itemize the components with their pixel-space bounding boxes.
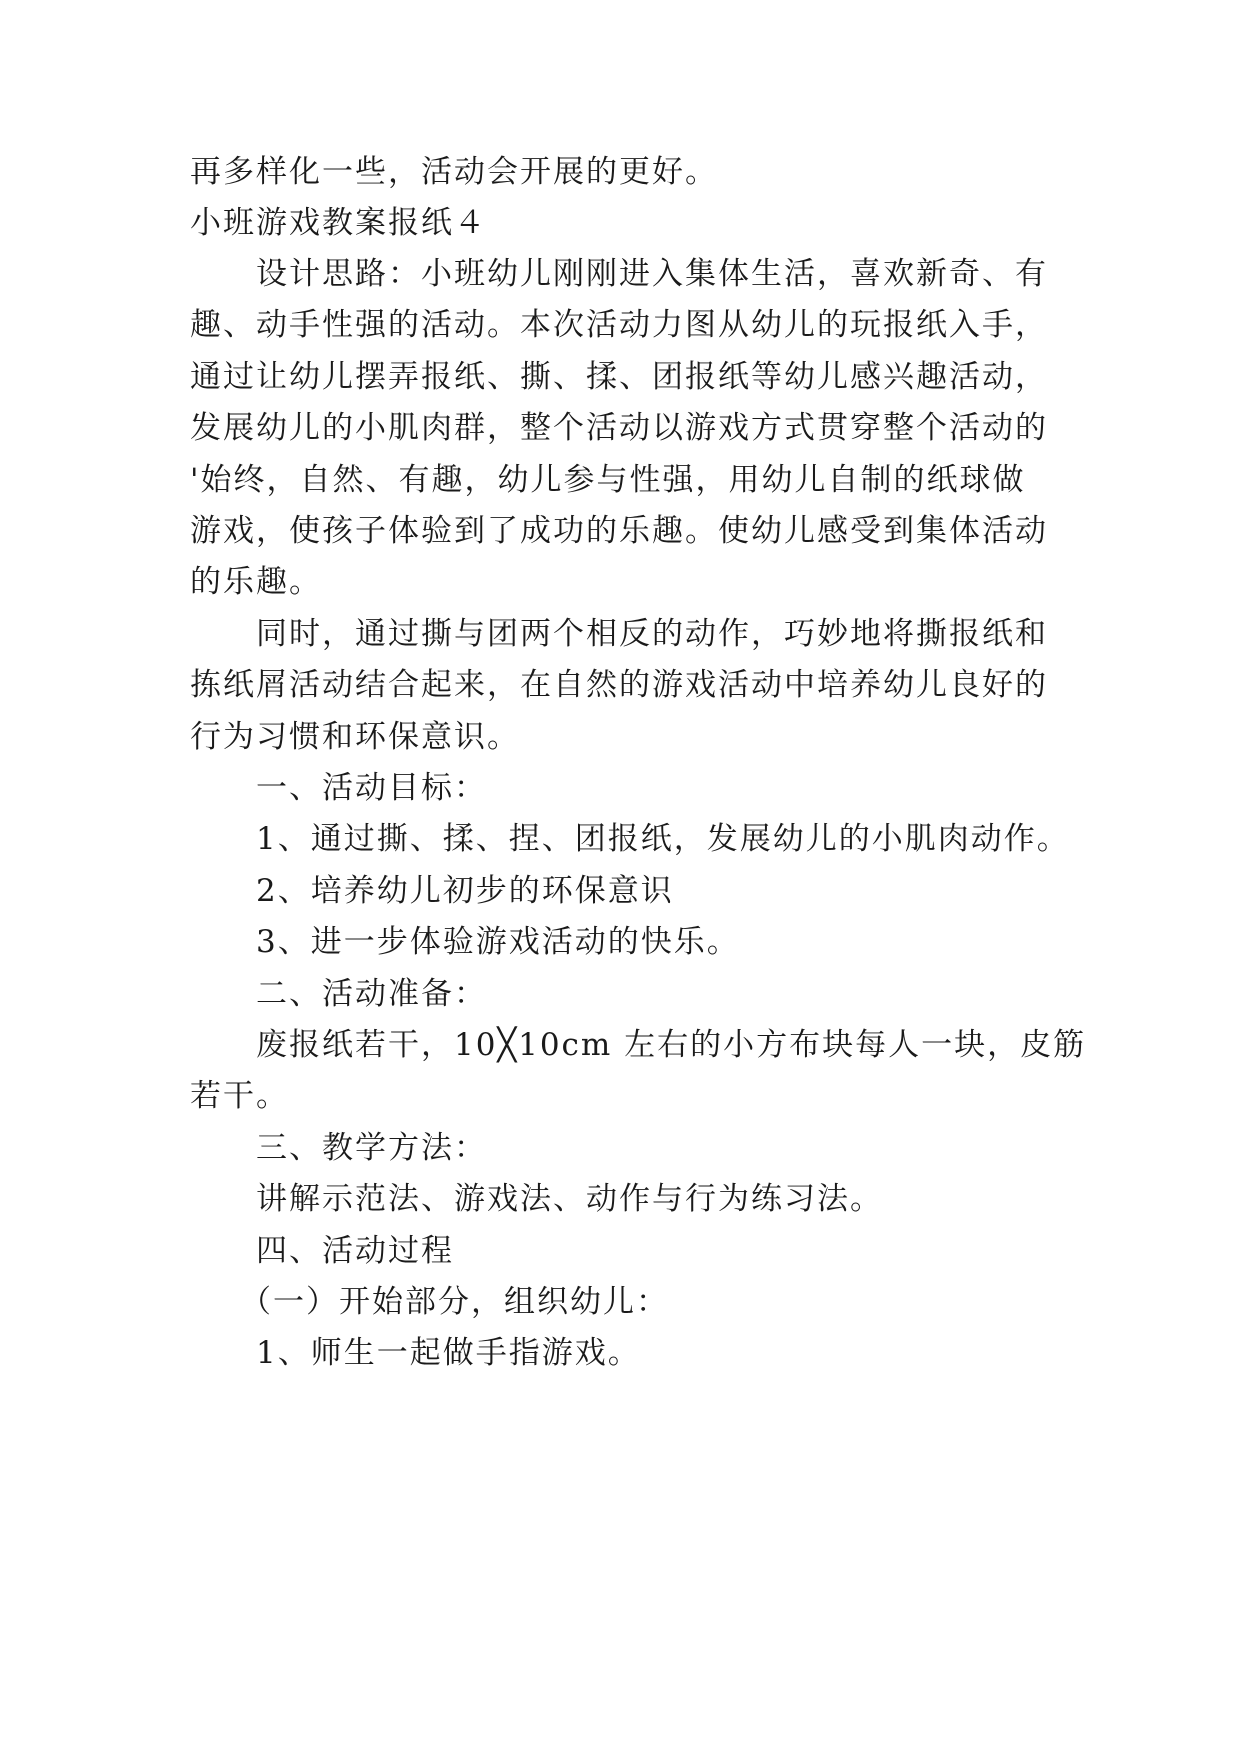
list-item: 2、培养幼儿初步的环保意识 bbox=[256, 873, 674, 909]
text-line: 发展幼儿的小肌肉群，整个活动以游戏方式贯穿整个活动的 bbox=[190, 410, 1048, 446]
text-line: 行为习惯和环保意识。 bbox=[190, 719, 520, 755]
text-line: '始终，自然、有趣，幼儿参与性强，用幼儿自制的纸球做 bbox=[190, 462, 1026, 498]
text-line: 再多样化一些，活动会开展的更好。 bbox=[190, 154, 718, 190]
subheading: 三、教学方法： bbox=[256, 1130, 487, 1166]
text-line: 废报纸若干，10╳10cm 左右的小方布块每人一块，皮筋 bbox=[256, 1027, 1087, 1063]
text-line: 设计思路：小班幼儿刚刚进入集体生活，喜欢新奇、有 bbox=[256, 256, 1048, 292]
text-line: 若干。 bbox=[190, 1078, 289, 1114]
text-line: 同时，通过撕与团两个相反的动作，巧妙地将撕报纸和 bbox=[256, 616, 1048, 652]
subheading: 二、活动准备： bbox=[256, 976, 487, 1012]
list-item: 3、进一步体验游戏活动的快乐。 bbox=[256, 924, 740, 960]
list-item: 1、师生一起做手指游戏。 bbox=[256, 1335, 641, 1371]
subheading: （一）开始部分，组织幼儿： bbox=[240, 1284, 669, 1320]
subheading: 四、活动过程 bbox=[256, 1233, 454, 1269]
section-heading: 小班游戏教案报纸４ bbox=[190, 205, 487, 241]
subheading: 一、活动目标： bbox=[256, 770, 487, 806]
text-line: 游戏，使孩子体验到了成功的乐趣。使幼儿感受到集体活动 bbox=[190, 513, 1048, 549]
list-item: 1、通过撕、揉、捏、团报纸，发展幼儿的小肌肉动作。 bbox=[256, 821, 1070, 857]
text-line: 的乐趣。 bbox=[190, 564, 322, 600]
text-line: 讲解示范法、游戏法、动作与行为练习法。 bbox=[256, 1181, 883, 1217]
text-line: 拣纸屑活动结合起来，在自然的游戏活动中培养幼儿良好的 bbox=[190, 667, 1048, 703]
text-line: 趣、动手性强的活动。本次活动力图从幼儿的玩报纸入手， bbox=[190, 307, 1048, 343]
text-line: 通过让幼儿摆弄报纸、撕、揉、团报纸等幼儿感兴趣活动， bbox=[190, 359, 1048, 395]
